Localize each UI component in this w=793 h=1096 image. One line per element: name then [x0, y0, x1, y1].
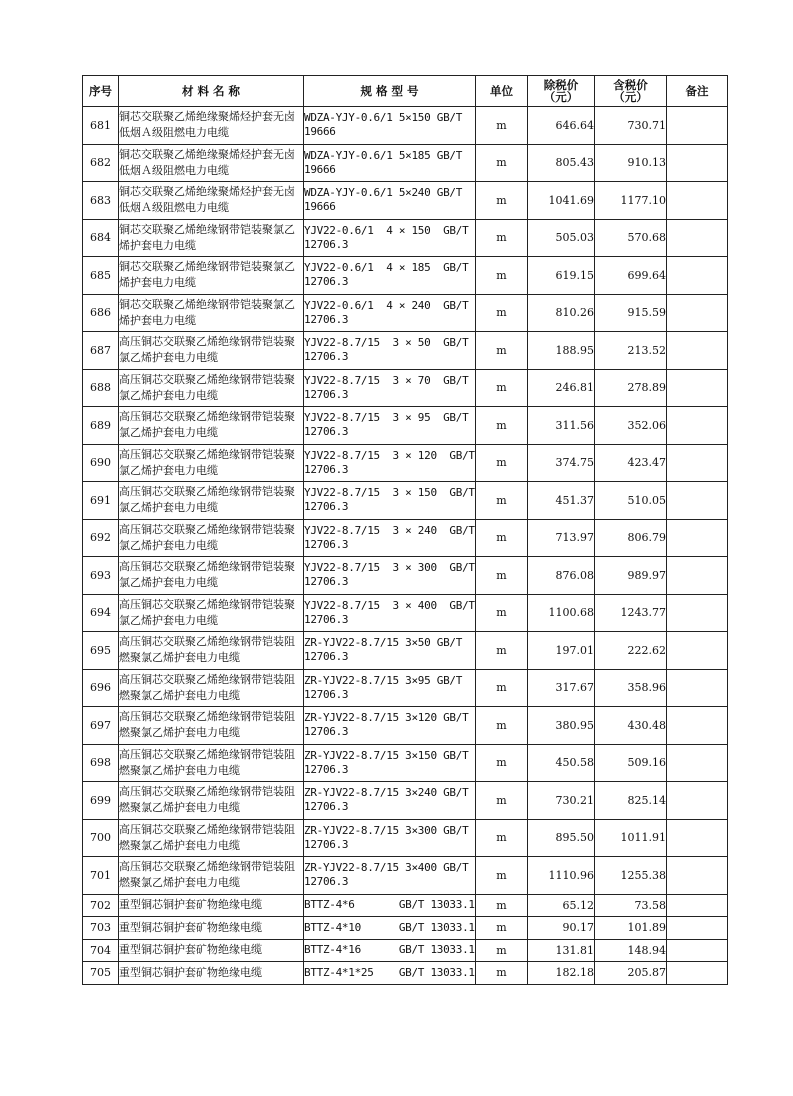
- cell-no: 697: [83, 707, 119, 745]
- cell-unit: m: [476, 557, 528, 595]
- table-row: [83, 144, 728, 182]
- cell-unit: m: [476, 444, 528, 482]
- cell-no: 703: [83, 917, 119, 940]
- cell-price-inc-tax: 213.52: [595, 332, 667, 370]
- cell-remark: [667, 707, 728, 745]
- cell-price-ex-tax: 65.12: [528, 894, 595, 917]
- cell-remark: [667, 257, 728, 295]
- table-row: [83, 857, 728, 895]
- cell-remark: [667, 407, 728, 445]
- cell-price-ex-tax: 450.58: [528, 744, 595, 782]
- cell-unit: m: [476, 482, 528, 520]
- cell-price-ex-tax: 197.01: [528, 632, 595, 670]
- cell-unit: m: [476, 632, 528, 670]
- table-row: [83, 219, 728, 257]
- cell-material-name: 高压铜芯交联聚乙烯绝缘钢带铠装聚氯乙烯护套电力电缆: [119, 557, 304, 595]
- cell-unit: m: [476, 369, 528, 407]
- cell-material-name: 高压铜芯交联聚乙烯绝缘钢带铠装聚氯乙烯护套电力电缆: [119, 332, 304, 370]
- cell-no: 699: [83, 782, 119, 820]
- cell-material-name: 铜芯交联聚乙烯绝缘钢带铠装聚氯乙烯护套电力电缆: [119, 219, 304, 257]
- cell-no: 695: [83, 632, 119, 670]
- cell-price-ex-tax: 810.26: [528, 294, 595, 332]
- cell-remark: [667, 182, 728, 220]
- cell-material-name: 高压铜芯交联聚乙烯绝缘钢带铠装阻燃聚氯乙烯护套电力电缆: [119, 857, 304, 895]
- cell-price-ex-tax: 182.18: [528, 962, 595, 985]
- cell-remark: [667, 594, 728, 632]
- cell-spec: ZR-YJV22-8.7/15 3×300 GB/T 12706.3: [304, 819, 476, 857]
- cell-material-name: 重型铜芯铜护套矿物绝缘电缆: [119, 917, 304, 940]
- cell-unit: m: [476, 182, 528, 220]
- cell-no: 694: [83, 594, 119, 632]
- cell-price-ex-tax: 895.50: [528, 819, 595, 857]
- cell-material-name: 重型铜芯铜护套矿物绝缘电缆: [119, 939, 304, 962]
- cell-remark: [667, 332, 728, 370]
- cell-price-inc-tax: 1243.77: [595, 594, 667, 632]
- table-row: [83, 917, 728, 940]
- cell-material-name: 高压铜芯交联聚乙烯绝缘钢带铠装聚氯乙烯护套电力电缆: [119, 407, 304, 445]
- cell-remark: [667, 219, 728, 257]
- cell-unit: m: [476, 917, 528, 940]
- cell-no: 682: [83, 144, 119, 182]
- cell-material-name: 高压铜芯交联聚乙烯绝缘钢带铠装聚氯乙烯护套电力电缆: [119, 519, 304, 557]
- cell-price-ex-tax: 311.56: [528, 407, 595, 445]
- cell-spec: BTTZ-4*16 GB/T 13033.1: [304, 939, 476, 962]
- cell-price-inc-tax: 205.87: [595, 962, 667, 985]
- cell-unit: m: [476, 144, 528, 182]
- cell-price-ex-tax: 1100.68: [528, 594, 595, 632]
- cell-material-name: 重型铜芯铜护套矿物绝缘电缆: [119, 894, 304, 917]
- cell-material-name: 重型铜芯铜护套矿物绝缘电缆: [119, 962, 304, 985]
- cell-price-ex-tax: 374.75: [528, 444, 595, 482]
- cell-price-inc-tax: 222.62: [595, 632, 667, 670]
- cell-spec: WDZA-YJY-0.6/1 5×150 GB/T 19666: [304, 107, 476, 145]
- cell-material-name: 高压铜芯交联聚乙烯绝缘钢带铠装阻燃聚氯乙烯护套电力电缆: [119, 744, 304, 782]
- cell-price-ex-tax: 1110.96: [528, 857, 595, 895]
- cell-unit: m: [476, 782, 528, 820]
- cell-material-name: 铜芯交联聚乙烯绝缘钢带铠装聚氯乙烯护套电力电缆: [119, 294, 304, 332]
- cell-price-inc-tax: 101.89: [595, 917, 667, 940]
- cell-spec: ZR-YJV22-8.7/15 3×150 GB/T 12706.3: [304, 744, 476, 782]
- cell-price-ex-tax: 805.43: [528, 144, 595, 182]
- cell-no: 691: [83, 482, 119, 520]
- table-row: [83, 294, 728, 332]
- cell-remark: [667, 917, 728, 940]
- cell-price-inc-tax: 1177.10: [595, 182, 667, 220]
- cell-no: 690: [83, 444, 119, 482]
- cell-spec: YJV22-0.6/1 4 × 150 GB/T 12706.3: [304, 219, 476, 257]
- cell-remark: [667, 857, 728, 895]
- cell-unit: m: [476, 594, 528, 632]
- cell-remark: [667, 939, 728, 962]
- cell-spec: BTTZ-4*10 GB/T 13033.1: [304, 917, 476, 940]
- cell-spec: YJV22-8.7/15 3 × 240 GB/T 12706.3: [304, 519, 476, 557]
- cell-remark: [667, 782, 728, 820]
- cell-spec: YJV22-8.7/15 3 × 400 GB/T 12706.3: [304, 594, 476, 632]
- cell-price-inc-tax: 915.59: [595, 294, 667, 332]
- cell-remark: [667, 444, 728, 482]
- cell-no: 700: [83, 819, 119, 857]
- cell-spec: YJV22-8.7/15 3 × 150 GB/T 12706.3: [304, 482, 476, 520]
- table-row: [83, 182, 728, 220]
- cell-material-name: 高压铜芯交联聚乙烯绝缘钢带铠装聚氯乙烯护套电力电缆: [119, 444, 304, 482]
- cell-material-name: 铜芯交联聚乙烯绝缘钢带铠装聚氯乙烯护套电力电缆: [119, 257, 304, 295]
- header-remark: 备注: [667, 76, 728, 107]
- cell-price-inc-tax: 1011.91: [595, 819, 667, 857]
- cell-unit: m: [476, 219, 528, 257]
- cell-remark: [667, 482, 728, 520]
- cell-no: 685: [83, 257, 119, 295]
- cell-unit: m: [476, 407, 528, 445]
- cell-unit: m: [476, 939, 528, 962]
- cell-remark: [667, 144, 728, 182]
- table-row: [83, 744, 728, 782]
- cell-price-inc-tax: 1255.38: [595, 857, 667, 895]
- cell-no: 693: [83, 557, 119, 595]
- cell-spec: ZR-YJV22-8.7/15 3×95 GB/T 12706.3: [304, 669, 476, 707]
- cell-price-ex-tax: 505.03: [528, 219, 595, 257]
- cell-remark: [667, 894, 728, 917]
- cell-material-name: 高压铜芯交联聚乙烯绝缘钢带铠装阻燃聚氯乙烯护套电力电缆: [119, 632, 304, 670]
- cell-price-ex-tax: 876.08: [528, 557, 595, 595]
- cell-material-name: 高压铜芯交联聚乙烯绝缘钢带铠装聚氯乙烯护套电力电缆: [119, 369, 304, 407]
- cell-remark: [667, 294, 728, 332]
- header-spec: 规 格 型 号: [304, 76, 476, 107]
- table-row: [83, 332, 728, 370]
- table-row: [83, 369, 728, 407]
- cell-spec: WDZA-YJY-0.6/1 5×240 GB/T 19666: [304, 182, 476, 220]
- cell-no: 704: [83, 939, 119, 962]
- cell-price-ex-tax: 619.15: [528, 257, 595, 295]
- cell-unit: m: [476, 962, 528, 985]
- cell-price-ex-tax: 246.81: [528, 369, 595, 407]
- header-price-in: 含税价 （元）: [595, 76, 667, 107]
- cell-spec: YJV22-8.7/15 3 × 70 GB/T 12706.3: [304, 369, 476, 407]
- cell-price-ex-tax: 317.67: [528, 669, 595, 707]
- cell-unit: m: [476, 669, 528, 707]
- table-row: [83, 594, 728, 632]
- table-row: [83, 707, 728, 745]
- cell-no: 687: [83, 332, 119, 370]
- cell-unit: m: [476, 294, 528, 332]
- cell-unit: m: [476, 744, 528, 782]
- cell-no: 696: [83, 669, 119, 707]
- cell-remark: [667, 107, 728, 145]
- cell-price-ex-tax: 646.64: [528, 107, 595, 145]
- cell-price-inc-tax: 510.05: [595, 482, 667, 520]
- cell-price-inc-tax: 730.71: [595, 107, 667, 145]
- table-row: [83, 257, 728, 295]
- cell-price-inc-tax: 352.06: [595, 407, 667, 445]
- table-row: [83, 962, 728, 985]
- cell-no: 681: [83, 107, 119, 145]
- cell-price-inc-tax: 509.16: [595, 744, 667, 782]
- cell-price-ex-tax: 451.37: [528, 482, 595, 520]
- cell-unit: m: [476, 519, 528, 557]
- cell-no: 705: [83, 962, 119, 985]
- table-row: [83, 557, 728, 595]
- cell-price-inc-tax: 358.96: [595, 669, 667, 707]
- cell-no: 702: [83, 894, 119, 917]
- header-no: 序号: [83, 76, 119, 107]
- cell-unit: m: [476, 707, 528, 745]
- table-row: [83, 632, 728, 670]
- cell-spec: YJV22-8.7/15 3 × 50 GB/T 12706.3: [304, 332, 476, 370]
- cell-price-inc-tax: 910.13: [595, 144, 667, 182]
- price-table: [82, 75, 728, 985]
- cell-price-ex-tax: 188.95: [528, 332, 595, 370]
- cell-material-name: 高压铜芯交联聚乙烯绝缘钢带铠装阻燃聚氯乙烯护套电力电缆: [119, 669, 304, 707]
- cell-spec: YJV22-0.6/1 4 × 240 GB/T 12706.3: [304, 294, 476, 332]
- table-row: [83, 444, 728, 482]
- cell-price-inc-tax: 148.94: [595, 939, 667, 962]
- cell-no: 684: [83, 219, 119, 257]
- table-row: [83, 819, 728, 857]
- cell-price-inc-tax: 423.47: [595, 444, 667, 482]
- cell-price-inc-tax: 570.68: [595, 219, 667, 257]
- cell-remark: [667, 369, 728, 407]
- cell-spec: BTTZ-4*1*25 GB/T 13033.1: [304, 962, 476, 985]
- cell-no: 698: [83, 744, 119, 782]
- cell-no: 688: [83, 369, 119, 407]
- table-row: [83, 782, 728, 820]
- cell-unit: m: [476, 332, 528, 370]
- cell-price-inc-tax: 806.79: [595, 519, 667, 557]
- cell-remark: [667, 962, 728, 985]
- cell-price-inc-tax: 278.89: [595, 369, 667, 407]
- cell-price-ex-tax: 380.95: [528, 707, 595, 745]
- table-row: [83, 894, 728, 917]
- cell-spec: YJV22-0.6/1 4 × 185 GB/T 12706.3: [304, 257, 476, 295]
- cell-remark: [667, 519, 728, 557]
- cell-material-name: 铜芯交联聚乙烯绝缘聚烯烃护套无卤低烟Ａ级阻燃电力电缆: [119, 182, 304, 220]
- cell-no: 683: [83, 182, 119, 220]
- cell-unit: m: [476, 857, 528, 895]
- table-row: [83, 107, 728, 145]
- cell-price-ex-tax: 131.81: [528, 939, 595, 962]
- cell-spec: ZR-YJV22-8.7/15 3×400 GB/T 12706.3: [304, 857, 476, 895]
- cell-spec: ZR-YJV22-8.7/15 3×120 GB/T 12706.3: [304, 707, 476, 745]
- cell-spec: WDZA-YJY-0.6/1 5×185 GB/T 19666: [304, 144, 476, 182]
- cell-spec: YJV22-8.7/15 3 × 120 GB/T 12706.3: [304, 444, 476, 482]
- cell-price-inc-tax: 825.14: [595, 782, 667, 820]
- cell-material-name: 高压铜芯交联聚乙烯绝缘钢带铠装聚氯乙烯护套电力电缆: [119, 482, 304, 520]
- table-row: [83, 482, 728, 520]
- cell-unit: m: [476, 819, 528, 857]
- cell-price-ex-tax: 90.17: [528, 917, 595, 940]
- cell-no: 686: [83, 294, 119, 332]
- cell-material-name: 高压铜芯交联聚乙烯绝缘钢带铠装聚氯乙烯护套电力电缆: [119, 594, 304, 632]
- cell-unit: m: [476, 257, 528, 295]
- table-row: [83, 519, 728, 557]
- cell-price-inc-tax: 430.48: [595, 707, 667, 745]
- header-price-ex: 除税价 （元）: [528, 76, 595, 107]
- cell-price-ex-tax: 730.21: [528, 782, 595, 820]
- cell-unit: m: [476, 107, 528, 145]
- cell-remark: [667, 557, 728, 595]
- cell-material-name: 高压铜芯交联聚乙烯绝缘钢带铠装阻燃聚氯乙烯护套电力电缆: [119, 782, 304, 820]
- cell-spec: BTTZ-4*6 GB/T 13033.1: [304, 894, 476, 917]
- header-row: [83, 76, 728, 107]
- cell-price-inc-tax: 73.58: [595, 894, 667, 917]
- cell-no: 701: [83, 857, 119, 895]
- cell-price-ex-tax: 1041.69: [528, 182, 595, 220]
- cell-material-name: 高压铜芯交联聚乙烯绝缘钢带铠装阻燃聚氯乙烯护套电力电缆: [119, 707, 304, 745]
- cell-remark: [667, 744, 728, 782]
- cell-price-ex-tax: 713.97: [528, 519, 595, 557]
- cell-remark: [667, 632, 728, 670]
- cell-material-name: 铜芯交联聚乙烯绝缘聚烯烃护套无卤低烟Ａ级阻燃电力电缆: [119, 144, 304, 182]
- cell-remark: [667, 819, 728, 857]
- cell-unit: m: [476, 894, 528, 917]
- header-unit: 单位: [476, 76, 528, 107]
- cell-price-inc-tax: 989.97: [595, 557, 667, 595]
- cell-spec: YJV22-8.7/15 3 × 95 GB/T 12706.3: [304, 407, 476, 445]
- cell-material-name: 高压铜芯交联聚乙烯绝缘钢带铠装阻燃聚氯乙烯护套电力电缆: [119, 819, 304, 857]
- table-row: [83, 407, 728, 445]
- cell-remark: [667, 669, 728, 707]
- header-name: 材 料 名 称: [119, 76, 304, 107]
- table-row: [83, 939, 728, 962]
- cell-spec: ZR-YJV22-8.7/15 3×240 GB/T 12706.3: [304, 782, 476, 820]
- cell-spec: YJV22-8.7/15 3 × 300 GB/T 12706.3: [304, 557, 476, 595]
- cell-no: 689: [83, 407, 119, 445]
- cell-no: 692: [83, 519, 119, 557]
- cell-price-inc-tax: 699.64: [595, 257, 667, 295]
- cell-spec: ZR-YJV22-8.7/15 3×50 GB/T 12706.3: [304, 632, 476, 670]
- table-row: [83, 669, 728, 707]
- cell-material-name: 铜芯交联聚乙烯绝缘聚烯烃护套无卤低烟Ａ级阻燃电力电缆: [119, 107, 304, 145]
